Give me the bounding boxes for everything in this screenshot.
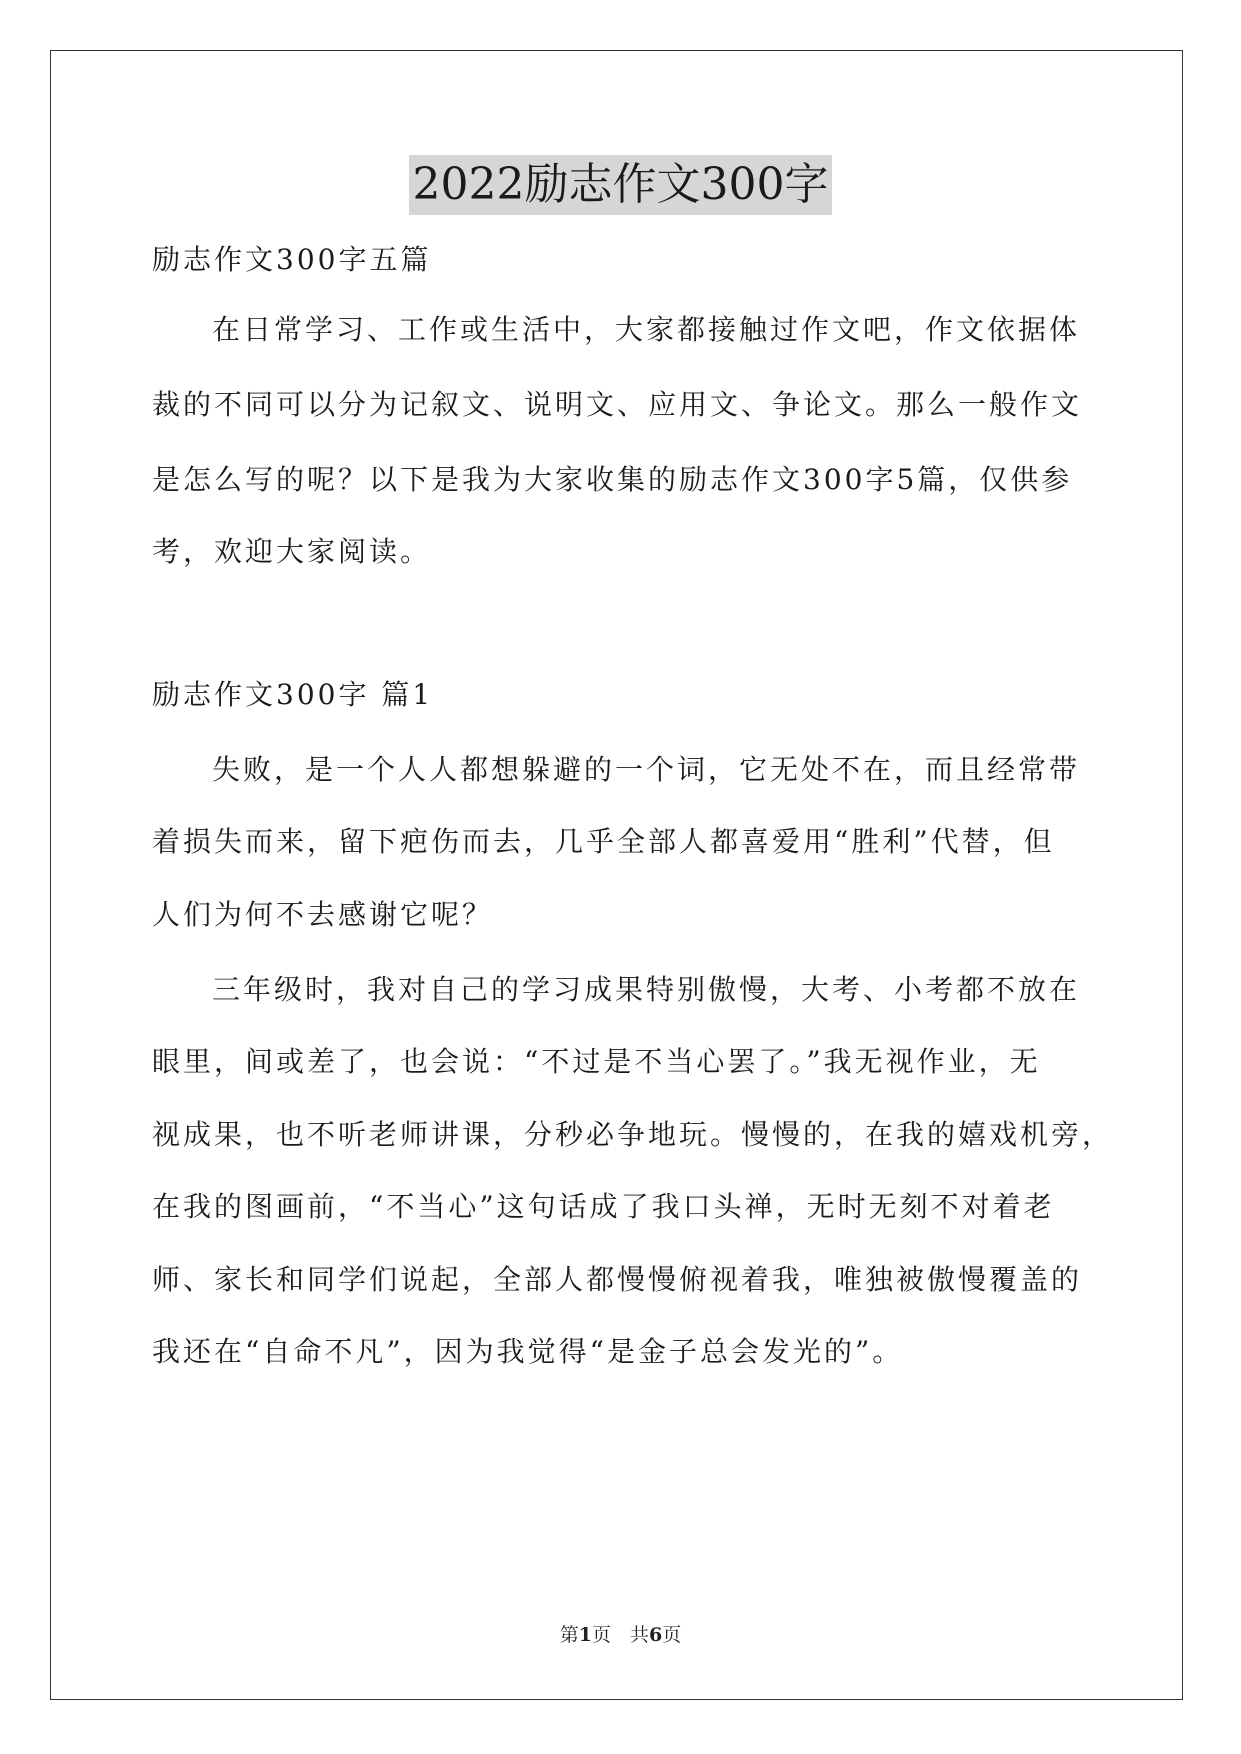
page-footer: [0, 1620, 1241, 1647]
footer-current-page: 1: [578, 1624, 592, 1646]
para1-line-2: 着损失而来，留下疤伤而去，几乎全部人都喜爱用“胜利”代替，但: [152, 825, 1055, 858]
footer-total-pages: 6: [649, 1624, 663, 1646]
intro-line-4: 考，欢迎大家阅读。: [152, 535, 432, 568]
para2-line-4: 在我的图画前，“不当心”这句话成了我口头禅，无时无刻不对着老: [152, 1190, 1055, 1223]
para2-line-6: 我还在“自命不凡”，因为我觉得“是金子总会发光的”。: [152, 1335, 904, 1368]
footer-suffix: 页: [662, 1624, 682, 1646]
intro-line-2: 裁的不同可以分为记叙文、说明文、应用文、争论文。那么一般作文: [152, 388, 1083, 421]
para2-line-1: 三年级时，我对自己的学习成果特别傲慢，大考、小考都不放在: [212, 973, 1081, 1006]
para2-line-3: 视成果，也不听老师讲课，分秒必争地玩。慢慢的，在我的嬉戏机旁，: [152, 1118, 1114, 1151]
footer-prefix: 第: [559, 1624, 579, 1646]
footer-mid: 页 共: [591, 1624, 649, 1646]
para2-line-5: 师、家长和同学们说起，全部人都慢慢俯视着我，唯独被傲慢覆盖的: [152, 1263, 1083, 1296]
para1-line-1: 失败，是一个人人都想躲避的一个词，它无处不在，而且经常带: [212, 753, 1081, 786]
intro-line-1: 在日常学习、工作或生活中，大家都接触过作文吧，作文依据体: [212, 313, 1081, 346]
para1-line-3: 人们为何不去感谢它呢？: [152, 898, 494, 931]
title-wrap: [0, 155, 1241, 215]
intro-line-3: 是怎么写的呢？以下是我为大家收集的励志作文300字5篇，仅供参: [152, 463, 1073, 496]
para2-line-2: 眼里，间或差了，也会说：“不过是不当心罢了。”我无视作业，无: [152, 1045, 1041, 1078]
document-title: 2022励志作文300字: [409, 155, 833, 215]
document-subtitle: 励志作文300字五篇: [152, 243, 432, 276]
section-heading: 励志作文300字 篇1: [152, 678, 434, 711]
